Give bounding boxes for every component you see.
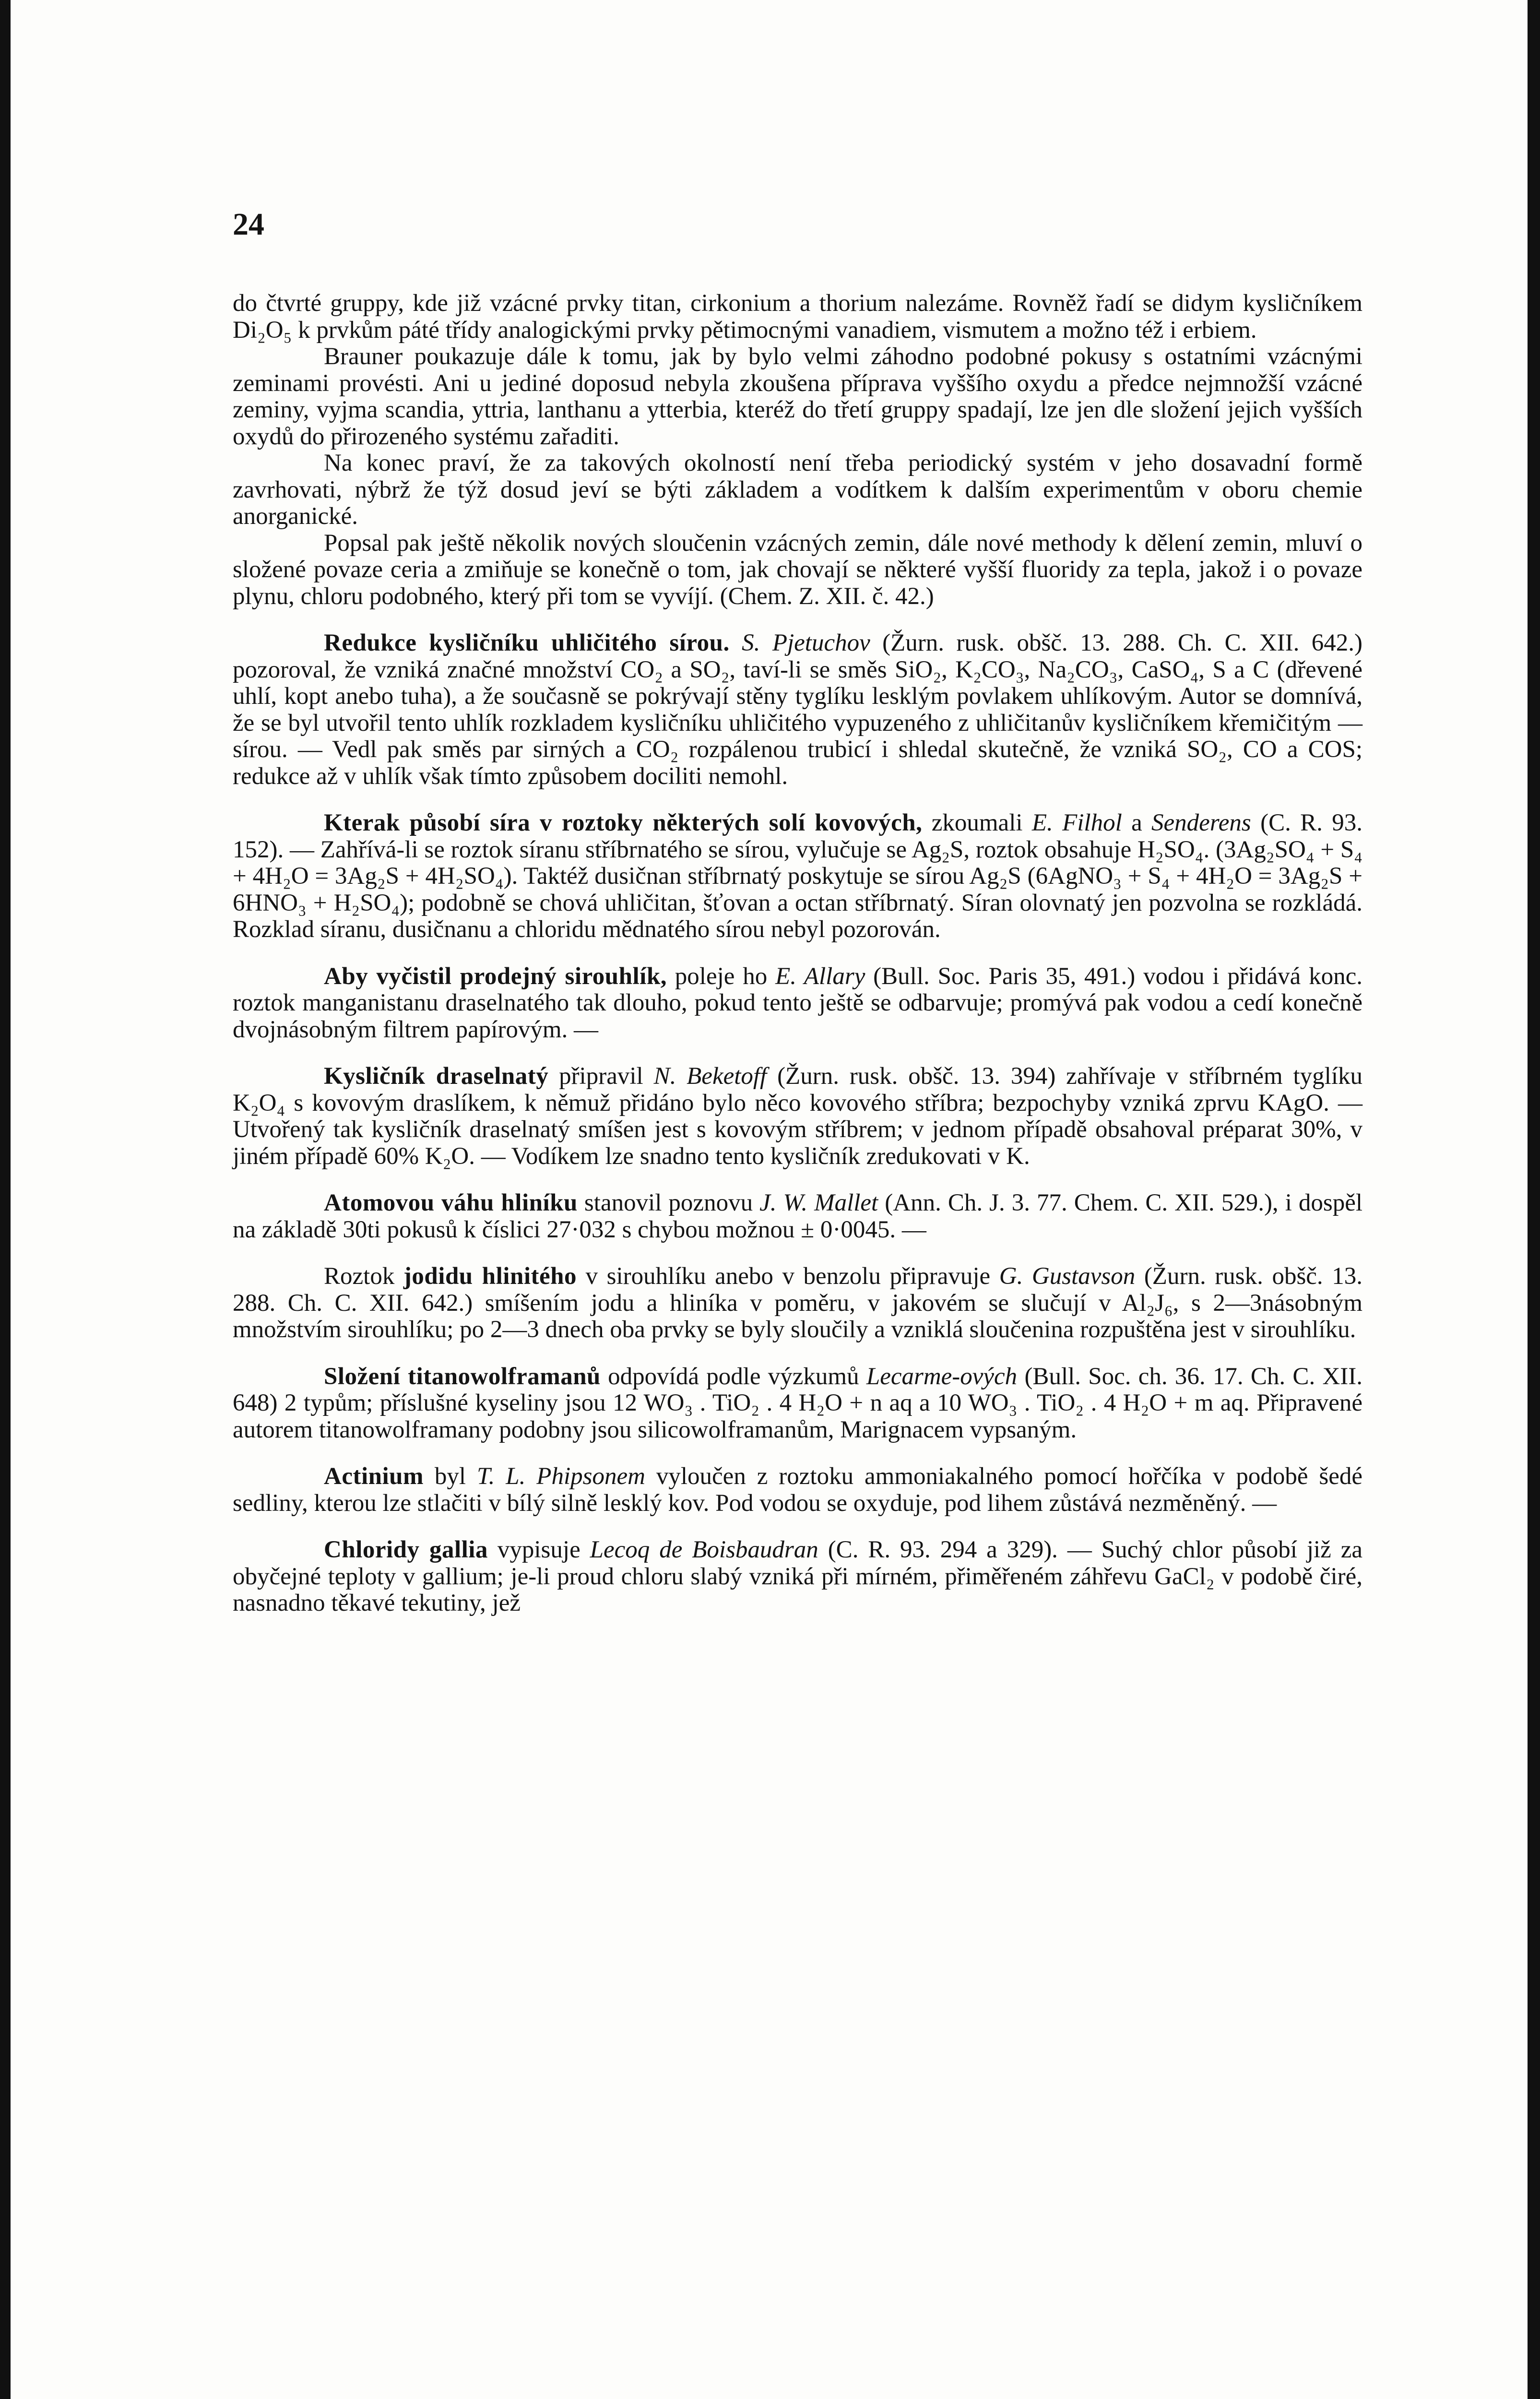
section-heading: Aby vyčistil prodejný sirouhlík, [324, 962, 667, 990]
section-titanotungstates [233, 1364, 1362, 1444]
author-name: G. Gustavson [999, 1263, 1136, 1290]
paragraph: do čtvrté gruppy, kde již vzácné prvky titan, cirkonium a thorium nalezáme. Rovněž řadí se didym kysličníkem Di₂O₅ k prvkům páté třídy analogickými prvky pětimocnými vanadiem, vismutem a možno též i erbiem. [233, 290, 1362, 344]
section-text: (Žurn. rusk. obšč. 13. 394) zahřívaje v stříbrném tyglíku K₂O₄ s kovovým draslíkem, k němuž přidáno bylo něco kovového stříbra; bezpochyby vzniká zprvu KAgO. — Utvořený tak kysličník draselnatý smíšen jest s kovovým stříbrem; v jednom případě obsahoval préparat 30%, v jiném případě 60% K₂O. — Vodíkem lze snadno tento kysličník zredukovati v K. [233, 1063, 1363, 1170]
connector-text: v sirouhlíku anebo v benzolu připravuje [585, 1263, 991, 1290]
author-name: Senderens [1151, 809, 1251, 836]
section-heading: Redukce kysličníku uhličitého sírou. [324, 629, 730, 656]
connector-text: odpovídá podle výzkumů [608, 1363, 859, 1390]
author-name: Lecarme-ových [866, 1363, 1018, 1390]
section-text: (Ann. Ch. J. 3. 77. Chem. C. XII. 529.), i dospěl na základě 30ti pokusů k číslici 27·032 s chybou možnou ± 0·0045. — [233, 1189, 1363, 1243]
paragraph [233, 1463, 1362, 1517]
author-name: S. Pjetuchov [742, 629, 870, 656]
section-heading: Složení titanowolframanů [324, 1363, 601, 1390]
section-potassium-oxide [233, 1063, 1362, 1170]
connector-text: poleje ho [675, 962, 768, 990]
author-name: T. L. Phipsonem [477, 1463, 645, 1490]
author-name: J. W. Mallet [759, 1189, 878, 1216]
section-heading: Kterak působí síra v roztoky některých solí kovových, [324, 809, 923, 836]
paragraph [233, 630, 1362, 790]
section-text: (C. R. 93. 152). — Zahřívá-li se roztok síranu stříbrnatého se sírou, vylučuje se Ag₂S, roztok obsahuje H₂SO₄. (3Ag₂SO₄ + S₄ + 4H₂O = 3Ag₂S + 4H₂SO₄). Taktéž dusičnan stříbrnatý poskytuje se sírou Ag₂S (6AgNO₃ + S₄ + 4H₂O = 3Ag₂S + 6HNO₃ + H₂SO₄); podobně se chová uhličitan, šťovan a octan stříbrnatý. Síran olovnatý jen pozvolna se rozkládá. Rozklad síranu, dusičnanu a chloridu mědnatého sírou nebyl pozorován. [233, 809, 1363, 943]
section-sulfur-salts [233, 810, 1362, 943]
connector-text: vypisuje [497, 1536, 580, 1563]
section-actinium [233, 1463, 1362, 1517]
connector-text: připravil [559, 1063, 643, 1090]
author-name: Lecoq de Boisbaudran [590, 1536, 818, 1563]
author-name: E. Filhol [1031, 809, 1122, 836]
connector-text: byl [434, 1463, 466, 1490]
author-name: N. Beketoff [653, 1063, 767, 1090]
section-text: (Žurn. rusk. obšč. 13. 288. Ch. C. XII. 642.) pozoroval, že vzniká značné množství CO₂ a SO₂, taví-li se směs SiO₂, K₂CO₃, Na₂CO₃, CaSO₄, S a C (dřevené uhlí, kopt anebo tuha), a že současně se pokrývají stěny tyglíku lesklým povlakem uhlíkovým. Autor se domnívá, že se byl utvořil tento uhlík rozkladem kysličníku uhličitého vypuzeného z uhličitanův kysličníkem křemičitým — sírou. — Vedl pak směs par sirných a CO₂ rozpálenou trubicí i shledal skutečně, že vzniká SO₂, CO a COS; redukce až v uhlík však tímto způsobem dociliti nemohl. [233, 629, 1363, 790]
paragraph: Na konec praví, že za takových okolností není třeba periodický systém v jeho dosavadní formě zavrhovati, nýbrž že týž dosud jeví se býti základem a vodítkem k dalším experimentům v oboru chemie anorganické. [233, 450, 1362, 530]
scan-edge-right [1528, 0, 1540, 2399]
section-text: (Žurn. rusk. obšč. 13. 288. Ch. C. XII. 642.) smíšením jodu a hliníka v poměru, v jakovém se slučují v Al₂J₆, s 2—3násobným množstvím sirouhlíku; po 2—3 dnech oba prvky se byly sloučily a vzniklá sloučenina rozpuštěna jest v sirouhlíku. [233, 1263, 1363, 1343]
paragraph [233, 963, 1362, 1044]
paragraph: Brauner poukazuje dále k tomu, jak by bylo velmi záhodno podobné pokusy s ostatními vzácnými zeminami provésti. Ani u jediné doposud nebyla zkoušena příprava vyššího oxydu a předce nejmnožší vzácné zeminy, vyjma scandia, yttria, lanthanu a ytterbia, kteréž do třetí gruppy spadají, lze jen dle složení jejich vyšších oxydů do přirozeného systému zařaditi. [233, 343, 1362, 450]
paragraph [233, 1263, 1362, 1343]
section-heading: jodidu hlinitého [403, 1263, 577, 1290]
paragraph: Popsal pak ještě několik nových sloučenin vzácných zemin, dále nové methody k dělení zemin, mluví o složené povaze ceria a zmiňuje se konečně o tom, jak chovají se některé vyšší fluoridy za tepla, jakož i o povaze plynu, chloru podobného, který při tom se vyvíjí. (Chem. Z. XII. č. 42.) [233, 529, 1362, 610]
section-text: (Bull. Soc. Paris 35, 491.) vodou i přidává konc. roztok manganistanu draselnatého tak dlouho, pokud tento ještě se odbarvuje; promývá pak vodou a cedí konečně dvojnásobným filtrem papírovým. — [233, 962, 1363, 1043]
author-name: E. Allary [775, 962, 865, 990]
paragraph [233, 1063, 1362, 1170]
connector-text: zkoumali [931, 809, 1023, 836]
section-rare-earths [233, 290, 1362, 610]
section-gallium-chlorides [233, 1537, 1362, 1617]
section-carbon-disulfide [233, 963, 1362, 1044]
section-aluminium-iodide [233, 1263, 1362, 1343]
paragraph [233, 1537, 1362, 1617]
section-co2-reduction [233, 630, 1362, 790]
section-heading: Actinium [324, 1463, 424, 1490]
section-text: (C. R. 93. 294 a 329). — Suchý chlor působí již za obyčejné teploty v gallium; je-li proud chloru slabý vzniká při mírném, přiměřeném záhřevu GaCl₂ v podobě čiré, nasnadno těkavé tekutiny, jež [233, 1536, 1363, 1616]
paragraph [233, 810, 1362, 943]
section-heading: Kysličník draselnatý [324, 1063, 549, 1090]
paragraph [233, 1190, 1362, 1243]
paragraph [233, 1364, 1362, 1444]
section-aluminium-weight [233, 1190, 1362, 1243]
section-heading: Chloridy gallia [324, 1536, 488, 1563]
lead-text: Roztok [324, 1263, 395, 1290]
connector-text: a [1131, 809, 1142, 836]
section-text: (Bull. Soc. ch. 36. 17. Ch. C. XII. 648) 2 typům; příslušné kyseliny jsou 12 WO₃ . TiO₂ . 4 H₂O + n aq a 10 WO₃ . TiO₂ . 4 H₂O + m aq. Připravené autorem titanowolframany podobny jsou silicowolframanům, Marignacem vypsaným. [233, 1363, 1362, 1443]
section-heading: Atomovou váhu hliníku [324, 1189, 578, 1216]
section-text: vyloučen z roztoku ammoniakalného pomocí hořčíka v podobě šedé sedliny, kterou lze stlačiti v bílý silně lesklý kov. Pod vodou se oxyduje, pod lihem zůstává nezměněný. — [233, 1463, 1362, 1517]
connector-text: stanovil poznovu [584, 1189, 753, 1216]
scan-edge-left [0, 0, 11, 2399]
page-number: 24 [233, 207, 264, 242]
page-body [233, 290, 1362, 1637]
